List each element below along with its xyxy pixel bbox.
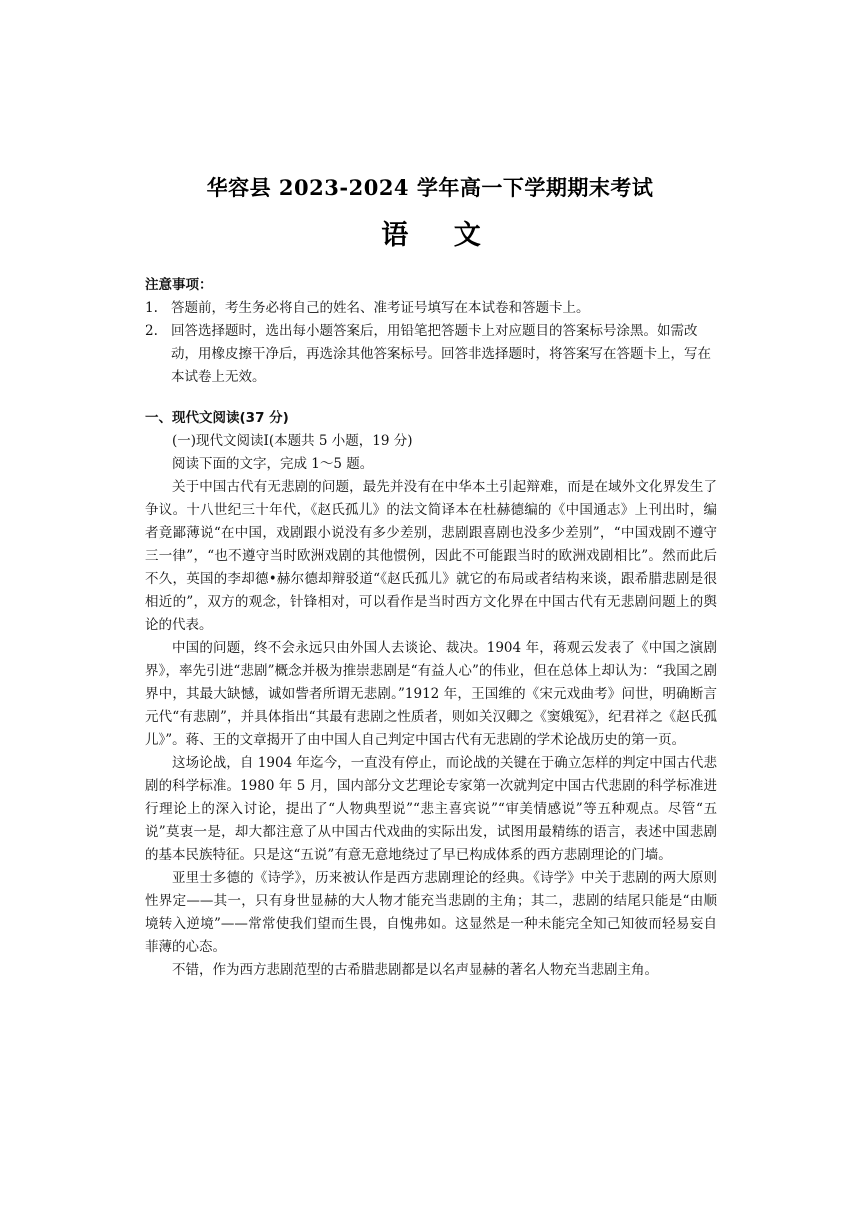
exam-content <box>145 274 717 982</box>
subject-title: 语 文 <box>381 220 499 251</box>
passage-paragraph: 这场论战，自 1904 年迄今，一直没有停止，而论战的关键在于确立怎样的判定中国古代悲剧的科学标准。1980 年 5 月，国内部分文艺理论专家第一次就判定中国古代悲剧的科学标准进行理论上的深入讨论，提出了“人物典型说”“悲主喜宾说”“审美情感说”等五种观点。尽管“五说”莫衷一是，却大都注意了从中国古代戏曲的实际出发，试图用最精练的语言，表述中国悲剧的基本民族特征。只是这“五说”有意无意地绕过了早已构成体系的西方悲剧理论的门墙。 <box>145 755 717 863</box>
notice-item-number: 2. <box>145 323 158 339</box>
notice-item <box>145 320 717 389</box>
notice-list <box>145 297 717 389</box>
section-subheading: (一)现代文阅读Ⅰ(本题共 5 小题，19 分) <box>172 433 413 449</box>
notice-item-text: 答题前，考生务必将自己的姓名、准考证号填写在本试卷和答题卡上。 <box>171 300 590 316</box>
notice-item-number: 1. <box>145 300 158 316</box>
section-heading: 一、现代文阅读(37 分) <box>145 410 289 426</box>
notice-item-text: 回答选择题时，选出每小题答案后，用铅笔把答题卡上对应题目的答案标号涂黑。如需改动，用橡皮擦干净后，再选涂其他答案标号。回答非选择题时，将答案写在答题卡上，写在本试卷上无效。 <box>171 323 711 385</box>
exam-title: 华容县 2023-2024 学年高一下学期期末考试 <box>206 175 654 200</box>
passage-paragraph: 不错，作为西方悲剧范型的古希腊悲剧都是以名声显赫的著名人物充当悲剧主角。 <box>172 962 658 978</box>
passage-paragraph: 亚里士多德的《诗学》，历来被认作是西方悲剧理论的经典。《诗学》中关于悲剧的两大原则性界定——其一，只有身世显赫的大人物才能充当悲剧的主角；其二，悲剧的结尾只能是“由顺境转入逆境”——常常使我们望而生畏，自愧弗如。这显然是一种未能完全知己知彼而轻易妄自菲薄的心态。 <box>145 870 717 955</box>
notice-item <box>145 297 717 320</box>
reading-instruction: 阅读下面的文字，完成 1～5 题。 <box>172 456 374 472</box>
passage-paragraph: 中国的问题，终不会永远只由外国人去谈论、裁决。1904 年，蒋观云发表了《中国之演剧界》，率先引进“悲剧”概念并极为推崇悲剧是“有益人心”的伟业，但在总体上却认为：“我国之剧界中，其最大缺憾，诚如訾者所谓无悲剧。”1912 年，王国维的《宋元戏曲考》问世，明确断言元代“有悲剧”，并具体指出“其最有悲剧之性质者，则如关汉卿之《窦娥冤》，纪君祥之《赵氏孤儿》”。蒋、王的文章揭开了由中国人自己判定中国古代有无悲剧的学术论战历史的第一页。 <box>145 640 717 748</box>
passage-paragraph: 关于中国古代有无悲剧的问题，最先并没有在中华本土引起辩难，而是在域外文化界发生了争议。十八世纪三十年代，《赵氏孤儿》的法文简译本在杜赫德编的《中国通志》上刊出时，编者竟鄙薄说“在中国，戏剧跟小说没有多少差别，悲剧跟喜剧也没多少差别”，“中国戏剧不遵守三一律”，“也不遵守当时欧洲戏剧的其他惯例，因此不可能跟当时的欧洲戏剧相比”。然而此后不久，英国的李却德•赫尔德却辩驳道“《赵氏孤儿》就它的布局或者结构来谈，跟希腊悲剧是很相近的”，双方的观念，针锋相对，可以看作是当时西方文化界在中国古代有无悲剧问题上的舆论的代表。 <box>145 479 717 633</box>
notice-heading: 注意事项： <box>145 277 213 293</box>
